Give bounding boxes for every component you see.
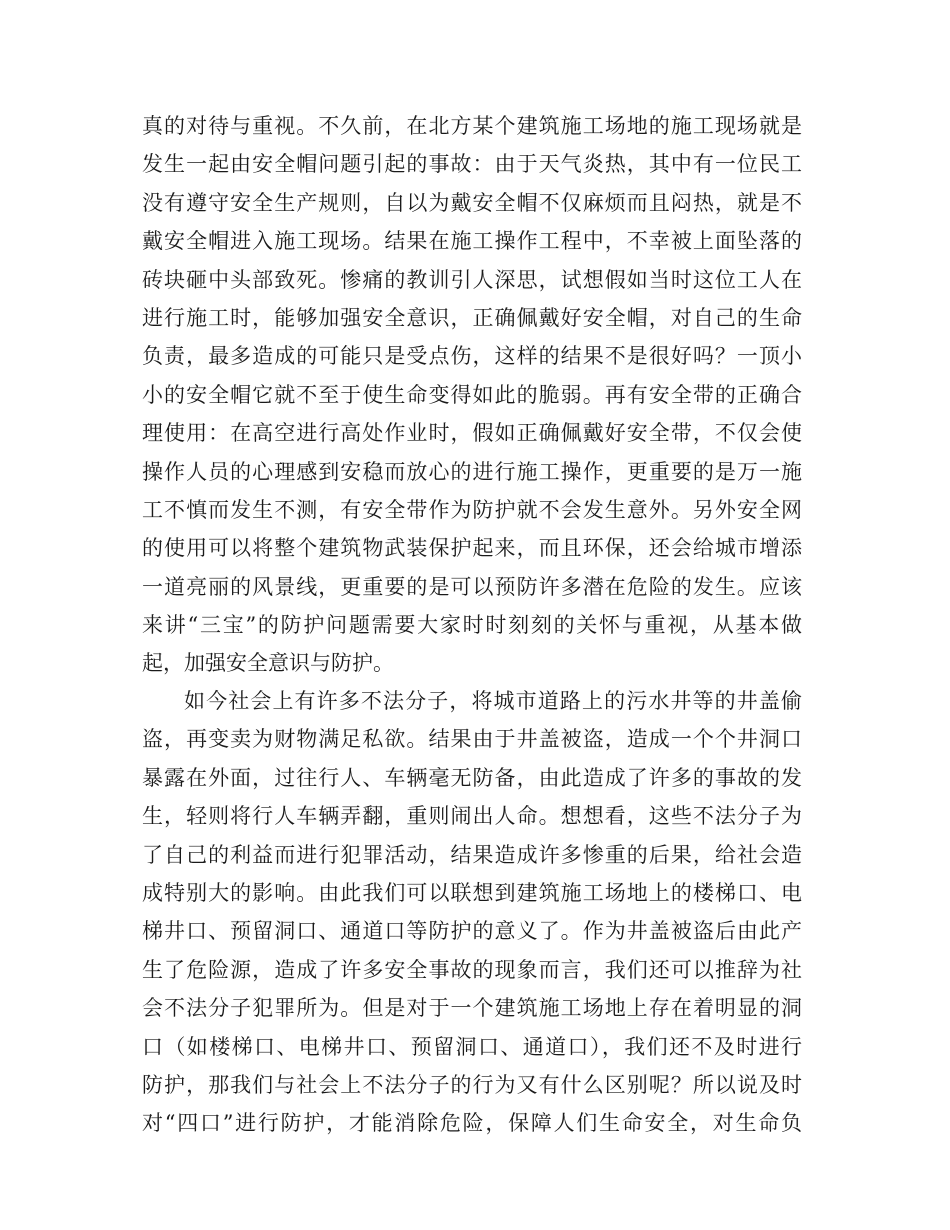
paragraph-1-line-14: 来讲“三宝”的防护问题需要大家时时刻刻的关怀与重视，从基本做 bbox=[142, 613, 802, 638]
paragraph-1-line-8: 小的安全帽它就不至于使生命变得如此的脆弱。再有安全带的正确合 bbox=[142, 382, 802, 407]
paragraph-2-line-12: 对“四口”进行防护，才能消除危险，保障人们生命安全，对生命负 bbox=[142, 1111, 802, 1136]
paragraph-1-line-3: 没有遵守安全生产规则，自以为戴安全帽不仅麻烦而且闷热，就是不 bbox=[142, 190, 802, 215]
paragraph-2-line-11: 防护，那我们与社会上不法分子的行为又有什么区别呢？所以说及时 bbox=[142, 1072, 802, 1097]
paragraph-2-line-9: 会不法分子犯罪所为。但是对于一个建筑施工场地上存在着明显的洞 bbox=[142, 996, 802, 1021]
paragraph-2-line-6: 成特别大的影响。由此我们可以联想到建筑施工场地上的楼梯口、电 bbox=[142, 880, 802, 905]
paragraph-2-line-5: 了自己的利益而进行犯罪活动，结果造成许多惨重的后果，给社会造 bbox=[142, 842, 802, 867]
paragraph-1-line-5: 砖块砸中头部致死。惨痛的教训引人深思，试想假如当时这位工人在 bbox=[142, 267, 802, 292]
paragraph-1 bbox=[142, 107, 802, 683]
paragraph-2-line-4: 生，轻则将行人车辆弄翻，重则闹出人命。想想看，这些不法分子为 bbox=[142, 804, 802, 829]
paragraph-1-line-12: 的使用可以将整个建筑物武装保护起来，而且环保，还会给城市增添 bbox=[142, 536, 802, 561]
paragraph-2-line-8: 生了危险源，造成了许多安全事故的现象而言，我们还可以推辞为社 bbox=[142, 957, 802, 982]
paragraph-1-line-4: 戴安全帽进入施工现场。结果在施工操作工程中，不幸被上面坠落的 bbox=[142, 229, 802, 254]
paragraph-2 bbox=[142, 682, 802, 1143]
paragraph-1-line-10: 操作人员的心理感到安稳而放心的进行施工操作，更重要的是万一施 bbox=[142, 459, 802, 484]
paragraph-1-line-7: 负责，最多造成的可能只是受点伤，这样的结果不是很好吗？一顶小 bbox=[142, 344, 802, 369]
paragraph-2-line-1: 如今社会上有许多不法分子，将城市道路上的污水井等的井盖偷 bbox=[184, 689, 802, 713]
paragraph-1-line-15: 起，加强安全意识与防护。 bbox=[142, 651, 394, 676]
paragraph-2-line-7: 梯井口、预留洞口、通道口等防护的意义了。作为井盖被盗后由此产 bbox=[142, 919, 802, 944]
paragraph-1-line-6: 进行施工时，能够加强安全意识，正确佩戴好安全帽，对自己的生命 bbox=[142, 305, 802, 330]
paragraph-1-line-9: 理使用：在高空进行高处作业时，假如正确佩戴好安全带，不仅会使 bbox=[142, 421, 802, 446]
paragraph-2-line-10: 口（如楼梯口、电梯井口、预留洞口、通道口），我们还不及时进行 bbox=[142, 1034, 802, 1059]
paragraph-1-line-13: 一道亮丽的风景线，更重要的是可以预防许多潜在危险的发生。应该 bbox=[142, 574, 802, 599]
paragraph-1-line-11: 工不慎而发生不测，有安全带作为防护就不会发生意外。另外安全网 bbox=[142, 497, 802, 522]
paragraph-2-line-2: 盗，再变卖为财物满足私欲。结果由于井盖被盗，造成一个个井洞口 bbox=[142, 727, 802, 752]
paragraph-1-line-1: 真的对待与重视。不久前，在北方某个建筑施工场地的施工现场就是 bbox=[142, 114, 802, 138]
paragraph-1-line-2: 发生一起由安全帽问题引起的事故：由于天气炎热，其中有一位民工 bbox=[142, 152, 802, 177]
paragraph-2-line-3: 暴露在外面，过往行人、车辆毫无防备，由此造成了许多的事故的发 bbox=[142, 765, 802, 790]
